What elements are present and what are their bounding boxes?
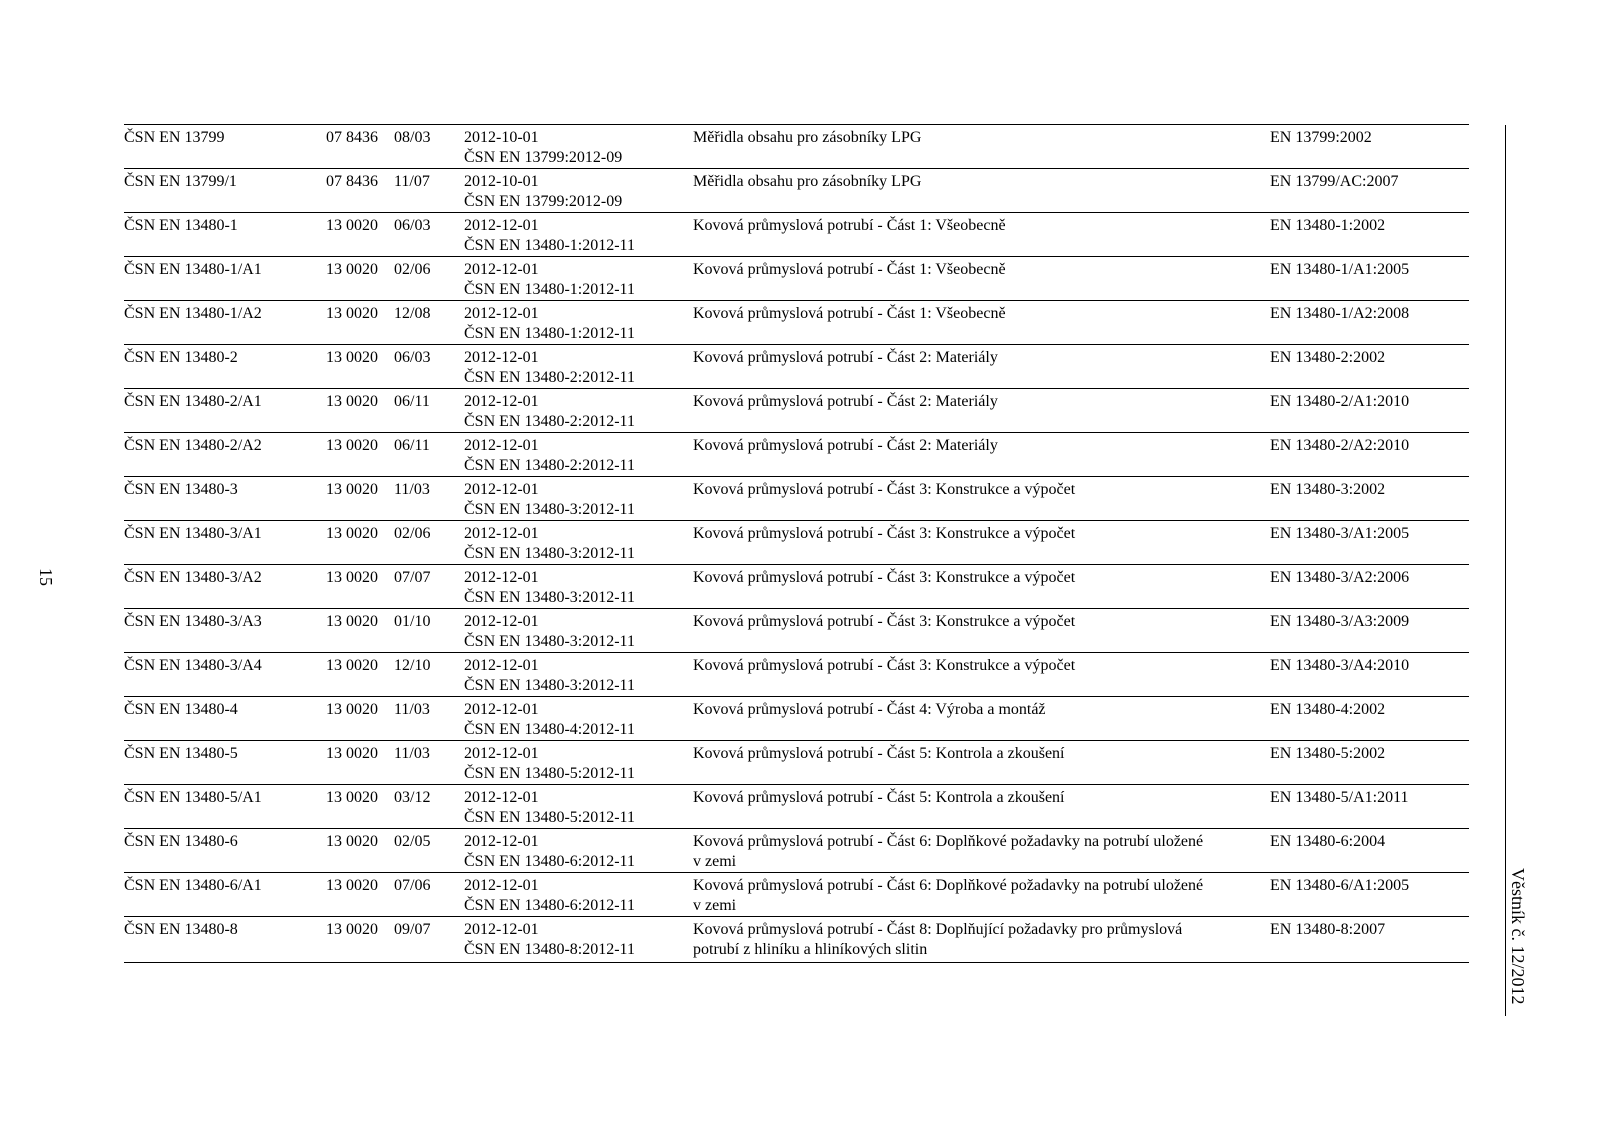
title-cell — [693, 304, 1253, 324]
replaced-standard: ČSN EN 13480-5:2012-11 — [464, 809, 635, 826]
title-cell — [693, 744, 1253, 764]
standard-code: ČSN EN 13480-1/A2 — [124, 305, 262, 322]
replaced-standard: ČSN EN 13480-1:2012-11 — [464, 325, 635, 342]
table-row — [124, 169, 1469, 213]
standard-code: ČSN EN 13480-8 — [124, 921, 238, 938]
replaced-standard: ČSN EN 13480-2:2012-11 — [464, 413, 635, 430]
classification-number: 13 0020 — [326, 305, 378, 322]
classification-number: 13 0020 — [326, 349, 378, 366]
effective-date: 2012-12-01 — [464, 305, 539, 322]
european-standard: EN 13480-4:2002 — [1270, 701, 1386, 718]
replaced-standard: ČSN EN 13480-6:2012-11 — [464, 853, 635, 870]
title-cell — [693, 920, 1253, 960]
effective-cell — [464, 128, 622, 168]
classification-number: 13 0020 — [326, 261, 378, 278]
classification-number: 13 0020 — [326, 833, 378, 850]
replaced-standard: ČSN EN 13480-3:2012-11 — [464, 589, 635, 606]
side-rule — [1505, 125, 1506, 1016]
standard-code: ČSN EN 13480-5 — [124, 745, 238, 762]
european-standard: EN 13480-1:2002 — [1270, 217, 1386, 234]
issue-date: 11/03 — [394, 701, 430, 718]
effective-cell — [464, 392, 635, 432]
replaced-standard: ČSN EN 13480-1:2012-11 — [464, 237, 635, 254]
effective-cell — [464, 920, 635, 960]
standard-title: Kovová průmyslová potrubí - Část 1: Všeobecně — [693, 305, 1006, 322]
table-row — [124, 741, 1469, 785]
issue-date: 11/03 — [394, 745, 430, 762]
european-standard: EN 13480-2/A2:2010 — [1270, 437, 1410, 454]
table-row — [124, 829, 1469, 873]
standard-code: ČSN EN 13480-2/A2 — [124, 437, 262, 454]
replaced-standard: ČSN EN 13480-5:2012-11 — [464, 765, 635, 782]
issue-date: 12/10 — [394, 657, 431, 674]
classification-number: 13 0020 — [326, 437, 378, 454]
standard-title: Měřidla obsahu pro zásobníky LPG — [693, 129, 922, 146]
classification-number: 13 0020 — [326, 921, 378, 938]
table-row — [124, 609, 1469, 653]
issue-date: 02/05 — [394, 833, 431, 850]
effective-date: 2012-12-01 — [464, 261, 539, 278]
european-standard: EN 13480-5/A1:2011 — [1270, 789, 1409, 806]
classification-number: 13 0020 — [326, 877, 378, 894]
effective-cell — [464, 612, 635, 652]
standard-title: Kovová průmyslová potrubí - Část 2: Materiály — [693, 393, 998, 410]
standard-title: Kovová průmyslová potrubí - Část 1: Všeobecně — [693, 261, 1006, 278]
title-cell — [693, 612, 1253, 632]
title-cell — [693, 832, 1253, 872]
title-cell — [693, 128, 1253, 148]
standard-title: Kovová průmyslová potrubí - Část 4: Výroba a montáž — [693, 701, 1046, 718]
issue-date: 07/07 — [394, 569, 431, 586]
effective-date: 2012-12-01 — [464, 481, 539, 498]
classification-number: 13 0020 — [326, 217, 378, 234]
effective-cell — [464, 480, 635, 520]
title-cell — [693, 392, 1253, 412]
effective-date: 2012-12-01 — [464, 833, 539, 850]
standard-title: Kovová průmyslová potrubí - Část 2: Materiály — [693, 349, 998, 366]
standard-title: Kovová průmyslová potrubí - Část 5: Kontrola a zkoušení — [693, 745, 1065, 762]
effective-date: 2012-12-01 — [464, 569, 539, 586]
replaced-standard: ČSN EN 13480-3:2012-11 — [464, 501, 635, 518]
standard-title: Kovová průmyslová potrubí - Část 3: Konstrukce a výpočet — [693, 481, 1076, 498]
effective-cell — [464, 348, 635, 388]
table-row — [124, 521, 1469, 565]
effective-date: 2012-12-01 — [464, 877, 539, 894]
issue-date: 07/06 — [394, 877, 431, 894]
standard-title: Kovová průmyslová potrubí - Část 6: Doplňkové požadavky na potrubí uložené — [693, 877, 1204, 894]
european-standard: EN 13480-3:2002 — [1270, 481, 1386, 498]
replaced-standard: ČSN EN 13480-2:2012-11 — [464, 457, 635, 474]
issue-date: 09/07 — [394, 921, 431, 938]
replaced-standard: ČSN EN 13799:2012-09 — [464, 193, 623, 210]
replaced-standard: ČSN EN 13480-3:2012-11 — [464, 633, 635, 650]
effective-cell — [464, 876, 635, 916]
standard-code: ČSN EN 13799/1 — [124, 173, 237, 190]
standard-title: Kovová průmyslová potrubí - Část 1: Všeobecně — [693, 217, 1006, 234]
title-cell — [693, 480, 1253, 500]
european-standard: EN 13480-3/A2:2006 — [1270, 569, 1410, 586]
table-row — [124, 389, 1469, 433]
effective-date: 2012-12-01 — [464, 701, 539, 718]
european-standard: EN 13480-1/A2:2008 — [1270, 305, 1410, 322]
effective-date: 2012-12-01 — [464, 393, 539, 410]
standard-title: Kovová průmyslová potrubí - Část 6: Doplňkové požadavky na potrubí uložené — [693, 833, 1204, 850]
title-cell — [693, 216, 1253, 236]
table-row — [124, 697, 1469, 741]
table-row — [124, 433, 1469, 477]
classification-number: 13 0020 — [326, 657, 378, 674]
standard-code: ČSN EN 13480-3/A4 — [124, 657, 262, 674]
effective-date: 2012-12-01 — [464, 217, 539, 234]
standard-title: Kovová průmyslová potrubí - Část 3: Konstrukce a výpočet — [693, 525, 1076, 542]
page-number: 15 — [36, 568, 56, 586]
bulletin-label: Věstník č. 12/2012 — [1508, 868, 1528, 1005]
table-row — [124, 477, 1469, 521]
effective-cell — [464, 832, 635, 872]
effective-date: 2012-10-01 — [464, 173, 539, 190]
european-standard: EN 13480-1/A1:2005 — [1270, 261, 1410, 278]
standard-title: Kovová průmyslová potrubí - Část 3: Konstrukce a výpočet — [693, 613, 1076, 630]
european-standard: EN 13799:2002 — [1270, 129, 1372, 146]
european-standard: EN 13480-2/A1:2010 — [1270, 393, 1410, 410]
standard-title: Kovová průmyslová potrubí - Část 2: Materiály — [693, 437, 998, 454]
standard-code: ČSN EN 13480-6/A1 — [124, 877, 262, 894]
standard-code: ČSN EN 13480-2/A1 — [124, 393, 262, 410]
effective-cell — [464, 524, 635, 564]
title-cell — [693, 568, 1253, 588]
issue-date: 03/12 — [394, 789, 431, 806]
replaced-standard: ČSN EN 13480-3:2012-11 — [464, 677, 635, 694]
effective-cell — [464, 568, 635, 608]
title-cell — [693, 700, 1253, 720]
classification-number: 13 0020 — [326, 789, 378, 806]
standard-code: ČSN EN 13480-5/A1 — [124, 789, 262, 806]
effective-cell — [464, 788, 635, 828]
standard-code: ČSN EN 13480-3/A3 — [124, 613, 262, 630]
standard-title: Měřidla obsahu pro zásobníky LPG — [693, 173, 922, 190]
table-row — [124, 345, 1469, 389]
table-row — [124, 301, 1469, 345]
issue-date: 11/03 — [394, 481, 430, 498]
table-row — [124, 125, 1469, 169]
standard-title: Kovová průmyslová potrubí - Část 8: Doplňující požadavky pro průmyslová — [693, 921, 1183, 938]
effective-date: 2012-12-01 — [464, 349, 539, 366]
replaced-standard: ČSN EN 13480-2:2012-11 — [464, 369, 635, 386]
effective-cell — [464, 260, 635, 300]
standard-title: Kovová průmyslová potrubí - Část 3: Konstrukce a výpočet — [693, 657, 1076, 674]
table-row — [124, 873, 1469, 917]
replaced-standard: ČSN EN 13799:2012-09 — [464, 149, 623, 166]
title-cell — [693, 656, 1253, 676]
european-standard: EN 13480-6:2004 — [1270, 833, 1386, 850]
effective-date: 2012-12-01 — [464, 745, 539, 762]
title-cell — [693, 788, 1253, 808]
standard-title: Kovová průmyslová potrubí - Část 3: Konstrukce a výpočet — [693, 569, 1076, 586]
replaced-standard: ČSN EN 13480-6:2012-11 — [464, 897, 635, 914]
european-standard: EN 13480-5:2002 — [1270, 745, 1386, 762]
standard-code: ČSN EN 13480-3/A1 — [124, 525, 262, 542]
standards-table — [124, 124, 1469, 963]
title-cell — [693, 260, 1253, 280]
classification-number: 13 0020 — [326, 525, 378, 542]
classification-number: 13 0020 — [326, 613, 378, 630]
issue-date: 02/06 — [394, 261, 431, 278]
classification-number: 13 0020 — [326, 569, 378, 586]
effective-cell — [464, 656, 635, 696]
effective-cell — [464, 700, 635, 740]
issue-date: 08/03 — [394, 129, 431, 146]
replaced-standard: ČSN EN 13480-8:2012-11 — [464, 941, 635, 958]
standard-code: ČSN EN 13480-4 — [124, 701, 238, 718]
issue-date: 11/07 — [394, 173, 430, 190]
effective-date: 2012-12-01 — [464, 525, 539, 542]
table-row — [124, 257, 1469, 301]
standard-title-continuation: potrubí z hliníku a hliníkových slitin — [693, 941, 928, 958]
table-row — [124, 565, 1469, 609]
effective-cell — [464, 172, 622, 212]
classification-number: 13 0020 — [326, 393, 378, 410]
standard-code: ČSN EN 13480-1/A1 — [124, 261, 262, 278]
effective-cell — [464, 216, 635, 256]
issue-date: 02/06 — [394, 525, 431, 542]
european-standard: EN 13480-2:2002 — [1270, 349, 1386, 366]
issue-date: 06/03 — [394, 217, 431, 234]
issue-date: 06/11 — [394, 393, 430, 410]
effective-date: 2012-12-01 — [464, 657, 539, 674]
european-standard: EN 13480-3/A3:2009 — [1270, 613, 1410, 630]
issue-date: 06/11 — [394, 437, 430, 454]
issue-date: 12/08 — [394, 305, 431, 322]
effective-date: 2012-12-01 — [464, 921, 539, 938]
classification-number: 13 0020 — [326, 701, 378, 718]
effective-date: 2012-12-01 — [464, 437, 539, 454]
effective-cell — [464, 436, 635, 476]
effective-date: 2012-12-01 — [464, 613, 539, 630]
european-standard: EN 13480-3/A4:2010 — [1270, 657, 1410, 674]
replaced-standard: ČSN EN 13480-3:2012-11 — [464, 545, 635, 562]
title-cell — [693, 348, 1253, 368]
issue-date: 06/03 — [394, 349, 431, 366]
effective-date: 2012-10-01 — [464, 129, 539, 146]
classification-number: 07 8436 — [326, 129, 378, 146]
standard-code: ČSN EN 13480-2 — [124, 349, 238, 366]
table-row — [124, 213, 1469, 257]
european-standard: EN 13799/AC:2007 — [1270, 173, 1399, 190]
standard-title-continuation: v zemi — [693, 897, 737, 914]
standard-code: ČSN EN 13480-6 — [124, 833, 238, 850]
replaced-standard: ČSN EN 13480-1:2012-11 — [464, 281, 635, 298]
standard-code: ČSN EN 13799 — [124, 129, 225, 146]
european-standard: EN 13480-3/A1:2005 — [1270, 525, 1410, 542]
table-row — [124, 785, 1469, 829]
european-standard: EN 13480-6/A1:2005 — [1270, 877, 1410, 894]
table-row — [124, 917, 1469, 963]
classification-number: 13 0020 — [326, 481, 378, 498]
standard-code: ČSN EN 13480-3/A2 — [124, 569, 262, 586]
effective-cell — [464, 304, 635, 344]
replaced-standard: ČSN EN 13480-4:2012-11 — [464, 721, 635, 738]
effective-date: 2012-12-01 — [464, 789, 539, 806]
standard-title-continuation: v zemi — [693, 853, 737, 870]
title-cell — [693, 436, 1253, 456]
standard-code: ČSN EN 13480-3 — [124, 481, 238, 498]
title-cell — [693, 524, 1253, 544]
classification-number: 07 8436 — [326, 173, 378, 190]
european-standard: EN 13480-8:2007 — [1270, 921, 1386, 938]
classification-number: 13 0020 — [326, 745, 378, 762]
title-cell — [693, 876, 1253, 916]
standard-title: Kovová průmyslová potrubí - Část 5: Kontrola a zkoušení — [693, 789, 1065, 806]
standard-code: ČSN EN 13480-1 — [124, 217, 238, 234]
table-row — [124, 653, 1469, 697]
effective-cell — [464, 744, 635, 784]
title-cell — [693, 172, 1253, 192]
issue-date: 01/10 — [394, 613, 431, 630]
